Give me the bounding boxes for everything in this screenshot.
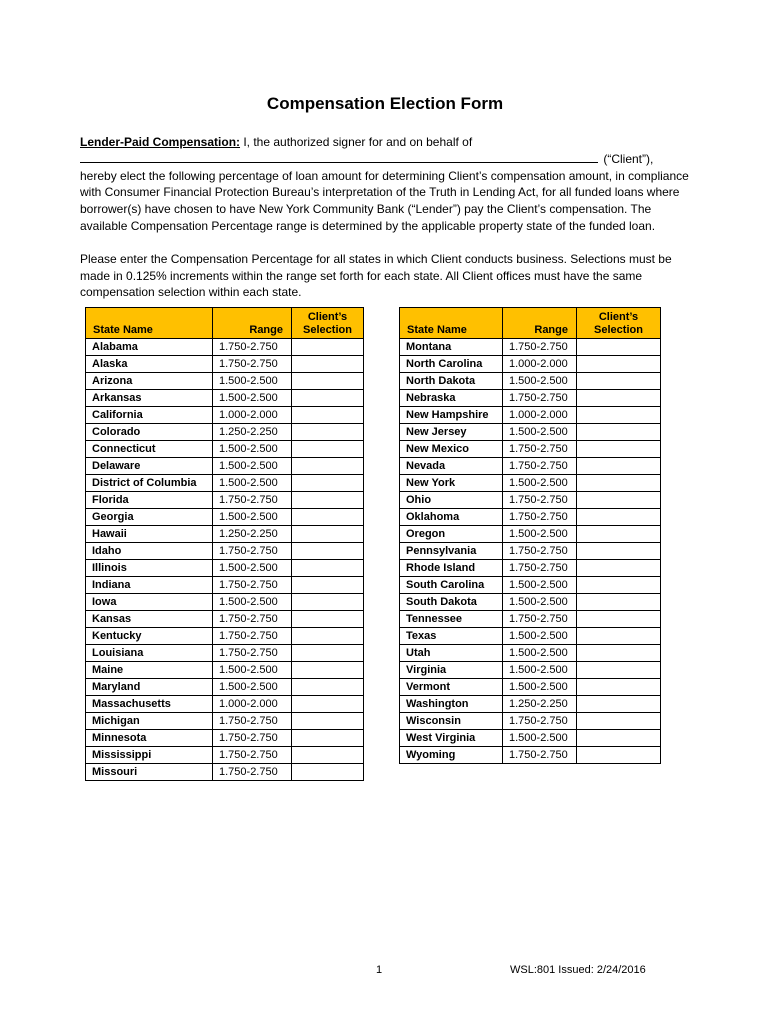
client-selection-cell[interactable] bbox=[577, 526, 661, 543]
table-row bbox=[400, 458, 661, 475]
state-name-cell: Virginia bbox=[400, 662, 503, 679]
range-cell: 1.500-2.500 bbox=[503, 730, 577, 747]
client-selection-cell[interactable] bbox=[577, 509, 661, 526]
table-row bbox=[86, 407, 364, 424]
range-cell: 1.500-2.500 bbox=[213, 560, 292, 577]
page-number: 1 bbox=[376, 964, 383, 976]
range-cell: 1.750-2.750 bbox=[503, 611, 577, 628]
range-cell: 1.000-2.000 bbox=[503, 356, 577, 373]
range-cell: 1.750-2.750 bbox=[503, 560, 577, 577]
table-row bbox=[86, 577, 364, 594]
table-row bbox=[400, 543, 661, 560]
range-cell: 1.500-2.500 bbox=[503, 645, 577, 662]
table-row bbox=[400, 407, 661, 424]
client-selection-header: Client’s Selection bbox=[292, 308, 364, 339]
state-name-cell: Florida bbox=[86, 492, 213, 509]
state-name-cell: Washington bbox=[400, 696, 503, 713]
range-cell: 1.750-2.750 bbox=[213, 492, 292, 509]
table-row bbox=[400, 577, 661, 594]
table-row bbox=[86, 441, 364, 458]
state-name-cell: South Carolina bbox=[400, 577, 503, 594]
table-row bbox=[400, 645, 661, 662]
table-row bbox=[86, 713, 364, 730]
state-name-cell: Nevada bbox=[400, 458, 503, 475]
range-cell: 1.750-2.750 bbox=[503, 458, 577, 475]
state-name-cell: Montana bbox=[400, 339, 503, 356]
range-cell: 1.500-2.500 bbox=[503, 373, 577, 390]
range-cell: 1.750-2.750 bbox=[503, 390, 577, 407]
range-cell: 1.000-2.000 bbox=[213, 407, 292, 424]
range-cell: 1.750-2.750 bbox=[213, 356, 292, 373]
range-cell: 1.500-2.500 bbox=[503, 594, 577, 611]
state-name-cell: Maryland bbox=[86, 679, 213, 696]
range-cell: 1.000-2.000 bbox=[213, 696, 292, 713]
client-selection-cell[interactable] bbox=[292, 475, 364, 492]
client-selection-cell[interactable] bbox=[577, 424, 661, 441]
client-selection-cell[interactable] bbox=[292, 713, 364, 730]
client-selection-cell[interactable] bbox=[577, 628, 661, 645]
table-row bbox=[86, 458, 364, 475]
client-selection-cell[interactable] bbox=[292, 407, 364, 424]
client-selection-cell[interactable] bbox=[292, 696, 364, 713]
right-state-table bbox=[399, 307, 661, 764]
client-selection-cell[interactable] bbox=[292, 764, 364, 781]
range-cell: 1.750-2.750 bbox=[213, 747, 292, 764]
table-row bbox=[400, 662, 661, 679]
client-selection-cell[interactable] bbox=[292, 441, 364, 458]
client-selection-cell[interactable] bbox=[577, 373, 661, 390]
table-row bbox=[86, 696, 364, 713]
range-cell: 1.750-2.750 bbox=[213, 764, 292, 781]
range-cell: 1.750-2.750 bbox=[213, 577, 292, 594]
client-selection-cell[interactable] bbox=[577, 458, 661, 475]
state-name-cell: Maine bbox=[86, 662, 213, 679]
table-row bbox=[86, 747, 364, 764]
client-suffix: (“Client”), bbox=[600, 151, 654, 166]
table-row bbox=[86, 424, 364, 441]
client-selection-cell[interactable] bbox=[292, 543, 364, 560]
range-cell: 1.250-2.250 bbox=[213, 424, 292, 441]
table-row bbox=[400, 441, 661, 458]
table-row bbox=[400, 747, 661, 764]
state-name-cell: Wisconsin bbox=[400, 713, 503, 730]
state-name-cell: Missouri bbox=[86, 764, 213, 781]
state-name-cell: New Jersey bbox=[400, 424, 503, 441]
state-name-cell: Kentucky bbox=[86, 628, 213, 645]
table-row bbox=[400, 628, 661, 645]
client-selection-cell[interactable] bbox=[577, 543, 661, 560]
range-cell: 1.750-2.750 bbox=[213, 339, 292, 356]
state-name-cell: Ohio bbox=[400, 492, 503, 509]
state-name-cell: North Carolina bbox=[400, 356, 503, 373]
state-name-cell: Mississippi bbox=[86, 747, 213, 764]
client-selection-cell[interactable] bbox=[292, 526, 364, 543]
state-name-cell: Georgia bbox=[86, 509, 213, 526]
range-cell: 1.750-2.750 bbox=[503, 509, 577, 526]
state-name-cell: Colorado bbox=[86, 424, 213, 441]
client-selection-cell[interactable] bbox=[577, 730, 661, 747]
range-cell: 1.500-2.500 bbox=[213, 441, 292, 458]
client-selection-cell[interactable] bbox=[292, 339, 364, 356]
state-name-cell: Rhode Island bbox=[400, 560, 503, 577]
left-state-table bbox=[85, 307, 364, 781]
client-selection-cell[interactable] bbox=[292, 594, 364, 611]
table-row bbox=[86, 390, 364, 407]
table-row bbox=[86, 475, 364, 492]
range-cell: 1.750-2.750 bbox=[503, 543, 577, 560]
table-row bbox=[400, 560, 661, 577]
state-name-cell: Vermont bbox=[400, 679, 503, 696]
state-name-cell: Michigan bbox=[86, 713, 213, 730]
range-cell: 1.500-2.500 bbox=[213, 390, 292, 407]
client-selection-cell[interactable] bbox=[292, 390, 364, 407]
client-selection-cell[interactable] bbox=[577, 594, 661, 611]
client-selection-cell[interactable] bbox=[292, 492, 364, 509]
table-row bbox=[86, 611, 364, 628]
election-text: hereby elect the following percentage of loan amount for determining Client’s compensation amount, in compliance with Consumer Financial Protection Bureau’s interpretation of the Truth in Lending Act, for all funded loans where borrower(s) have chosen to have New York Community Bank (“Lender”) pay the Client’s compensation. The available Compensation Percentage range is determined by the applicable property state of the funded loan. bbox=[80, 168, 689, 233]
range-cell: 1.250-2.250 bbox=[213, 526, 292, 543]
state-name-cell: West Virginia bbox=[400, 730, 503, 747]
client-selection-cell[interactable] bbox=[292, 509, 364, 526]
client-selection-cell[interactable] bbox=[292, 424, 364, 441]
range-cell: 1.500-2.500 bbox=[503, 662, 577, 679]
state-name-cell: Wyoming bbox=[400, 747, 503, 764]
table-row bbox=[86, 645, 364, 662]
table-row bbox=[86, 764, 364, 781]
range-cell: 1.500-2.500 bbox=[503, 526, 577, 543]
client-selection-cell[interactable] bbox=[292, 560, 364, 577]
table-row bbox=[400, 492, 661, 509]
range-cell: 1.500-2.500 bbox=[213, 594, 292, 611]
table-row bbox=[400, 373, 661, 390]
client-selection-cell[interactable] bbox=[577, 747, 661, 764]
client-selection-cell[interactable] bbox=[577, 339, 661, 356]
client-selection-cell[interactable] bbox=[577, 645, 661, 662]
state-name-cell: District of Columbia bbox=[86, 475, 213, 492]
client-selection-cell[interactable] bbox=[292, 577, 364, 594]
state-name-cell: Louisiana bbox=[86, 645, 213, 662]
state-name-cell: Iowa bbox=[86, 594, 213, 611]
state-name-cell: Minnesota bbox=[86, 730, 213, 747]
range-cell: 1.500-2.500 bbox=[503, 679, 577, 696]
lender-paid-label: Lender-Paid Compensation: bbox=[80, 135, 241, 149]
table-row bbox=[400, 611, 661, 628]
left-table-body bbox=[86, 339, 364, 781]
range-header: Range bbox=[503, 308, 577, 339]
client-selection-cell[interactable] bbox=[577, 560, 661, 577]
table-row bbox=[86, 628, 364, 645]
client-name-field[interactable] bbox=[80, 151, 598, 163]
state-name-cell: New Mexico bbox=[400, 441, 503, 458]
client-selection-cell[interactable] bbox=[577, 696, 661, 713]
table-row bbox=[400, 713, 661, 730]
table-row bbox=[400, 696, 661, 713]
state-name-cell: Oregon bbox=[400, 526, 503, 543]
state-name-cell: Tennessee bbox=[400, 611, 503, 628]
range-cell: 1.250-2.250 bbox=[503, 696, 577, 713]
state-name-cell: California bbox=[86, 407, 213, 424]
state-name-header: State Name bbox=[400, 308, 503, 339]
client-selection-cell[interactable] bbox=[577, 713, 661, 730]
range-cell: 1.750-2.750 bbox=[213, 628, 292, 645]
table-row bbox=[400, 509, 661, 526]
range-cell: 1.750-2.750 bbox=[213, 713, 292, 730]
table-row bbox=[400, 356, 661, 373]
state-name-cell: Connecticut bbox=[86, 441, 213, 458]
client-selection-cell[interactable] bbox=[292, 662, 364, 679]
state-name-cell: Utah bbox=[400, 645, 503, 662]
state-name-cell: Arizona bbox=[86, 373, 213, 390]
intro-text bbox=[80, 134, 694, 301]
page-title: Compensation Election Form bbox=[266, 94, 504, 113]
range-cell: 1.750-2.750 bbox=[503, 713, 577, 730]
table-row bbox=[400, 424, 661, 441]
client-selection-cell[interactable] bbox=[292, 645, 364, 662]
range-cell: 1.500-2.500 bbox=[503, 424, 577, 441]
table-row bbox=[400, 526, 661, 543]
state-name-cell: Idaho bbox=[86, 543, 213, 560]
table-row bbox=[400, 475, 661, 492]
range-cell: 1.750-2.750 bbox=[503, 441, 577, 458]
state-name-cell: Texas bbox=[400, 628, 503, 645]
table-row bbox=[400, 679, 661, 696]
state-name-cell: Pennsylvania bbox=[400, 543, 503, 560]
range-cell: 1.750-2.750 bbox=[503, 339, 577, 356]
client-selection-cell[interactable] bbox=[292, 373, 364, 390]
range-cell: 1.750-2.750 bbox=[503, 747, 577, 764]
client-selection-cell[interactable] bbox=[292, 628, 364, 645]
state-name-cell: Arkansas bbox=[86, 390, 213, 407]
state-name-cell: Alabama bbox=[86, 339, 213, 356]
range-cell: 1.500-2.500 bbox=[503, 475, 577, 492]
client-selection-cell[interactable] bbox=[292, 458, 364, 475]
intro-paragraph-2: Please enter the Compensation Percentage for all states in which Client conducts business. Selections must be made in 0.125% increments within the range set forth for each state. All Client offices must have the same compensation selection within each state. bbox=[80, 251, 672, 300]
state-name-header: State Name bbox=[86, 308, 213, 339]
state-name-cell: New Hampshire bbox=[400, 407, 503, 424]
table-row bbox=[86, 594, 364, 611]
client-selection-cell[interactable] bbox=[577, 679, 661, 696]
intro-paragraph-1 bbox=[80, 134, 694, 235]
client-selection-cell[interactable] bbox=[577, 356, 661, 373]
table-row bbox=[86, 509, 364, 526]
table-row bbox=[86, 662, 364, 679]
state-name-cell: New York bbox=[400, 475, 503, 492]
client-selection-cell[interactable] bbox=[577, 475, 661, 492]
state-name-cell: North Dakota bbox=[400, 373, 503, 390]
table-row bbox=[400, 730, 661, 747]
client-selection-cell[interactable] bbox=[292, 679, 364, 696]
right-table-body bbox=[400, 339, 661, 764]
table-row bbox=[86, 339, 364, 356]
client-selection-cell[interactable] bbox=[292, 611, 364, 628]
table-row bbox=[86, 543, 364, 560]
table-row bbox=[86, 526, 364, 543]
state-name-cell: Delaware bbox=[86, 458, 213, 475]
range-cell: 1.500-2.500 bbox=[213, 458, 292, 475]
table-row bbox=[86, 679, 364, 696]
range-cell: 1.000-2.000 bbox=[503, 407, 577, 424]
state-name-cell: Massachusetts bbox=[86, 696, 213, 713]
state-name-cell: Indiana bbox=[86, 577, 213, 594]
state-name-cell: South Dakota bbox=[400, 594, 503, 611]
client-selection-cell[interactable] bbox=[577, 407, 661, 424]
table-row bbox=[400, 390, 661, 407]
range-cell: 1.750-2.750 bbox=[213, 543, 292, 560]
client-selection-cell[interactable] bbox=[577, 662, 661, 679]
state-name-cell: Oklahoma bbox=[400, 509, 503, 526]
authorized-signer-text: I, the authorized signer for and on behalf of bbox=[240, 135, 473, 149]
client-selection-cell[interactable] bbox=[577, 441, 661, 458]
state-name-cell: Nebraska bbox=[400, 390, 503, 407]
client-selection-cell[interactable] bbox=[292, 730, 364, 747]
state-name-cell: Hawaii bbox=[86, 526, 213, 543]
client-selection-cell[interactable] bbox=[577, 390, 661, 407]
range-cell: 1.500-2.500 bbox=[503, 628, 577, 645]
table-row bbox=[400, 339, 661, 356]
range-header: Range bbox=[213, 308, 292, 339]
range-cell: 1.750-2.750 bbox=[503, 492, 577, 509]
issue-label: WSL:801 Issued: 2/24/2016 bbox=[510, 964, 646, 976]
client-selection-cell[interactable] bbox=[577, 577, 661, 594]
state-name-cell: Illinois bbox=[86, 560, 213, 577]
range-cell: 1.500-2.500 bbox=[213, 373, 292, 390]
range-cell: 1.750-2.750 bbox=[213, 611, 292, 628]
range-cell: 1.750-2.750 bbox=[213, 645, 292, 662]
range-cell: 1.500-2.500 bbox=[213, 662, 292, 679]
range-cell: 1.750-2.750 bbox=[213, 730, 292, 747]
client-selection-cell[interactable] bbox=[577, 492, 661, 509]
client-selection-header: Client’s Selection bbox=[577, 308, 661, 339]
range-cell: 1.500-2.500 bbox=[213, 509, 292, 526]
table-row bbox=[86, 560, 364, 577]
table-row bbox=[86, 492, 364, 509]
client-selection-cell[interactable] bbox=[292, 356, 364, 373]
state-name-cell: Alaska bbox=[86, 356, 213, 373]
range-cell: 1.500-2.500 bbox=[503, 577, 577, 594]
state-name-cell: Kansas bbox=[86, 611, 213, 628]
table-row bbox=[400, 594, 661, 611]
table-row bbox=[86, 730, 364, 747]
table-header-row bbox=[86, 308, 364, 339]
client-selection-cell[interactable] bbox=[292, 747, 364, 764]
table-row bbox=[86, 356, 364, 373]
table-row bbox=[86, 373, 364, 390]
range-cell: 1.500-2.500 bbox=[213, 679, 292, 696]
range-cell: 1.500-2.500 bbox=[213, 475, 292, 492]
client-selection-cell[interactable] bbox=[577, 611, 661, 628]
table-header-row bbox=[400, 308, 661, 339]
